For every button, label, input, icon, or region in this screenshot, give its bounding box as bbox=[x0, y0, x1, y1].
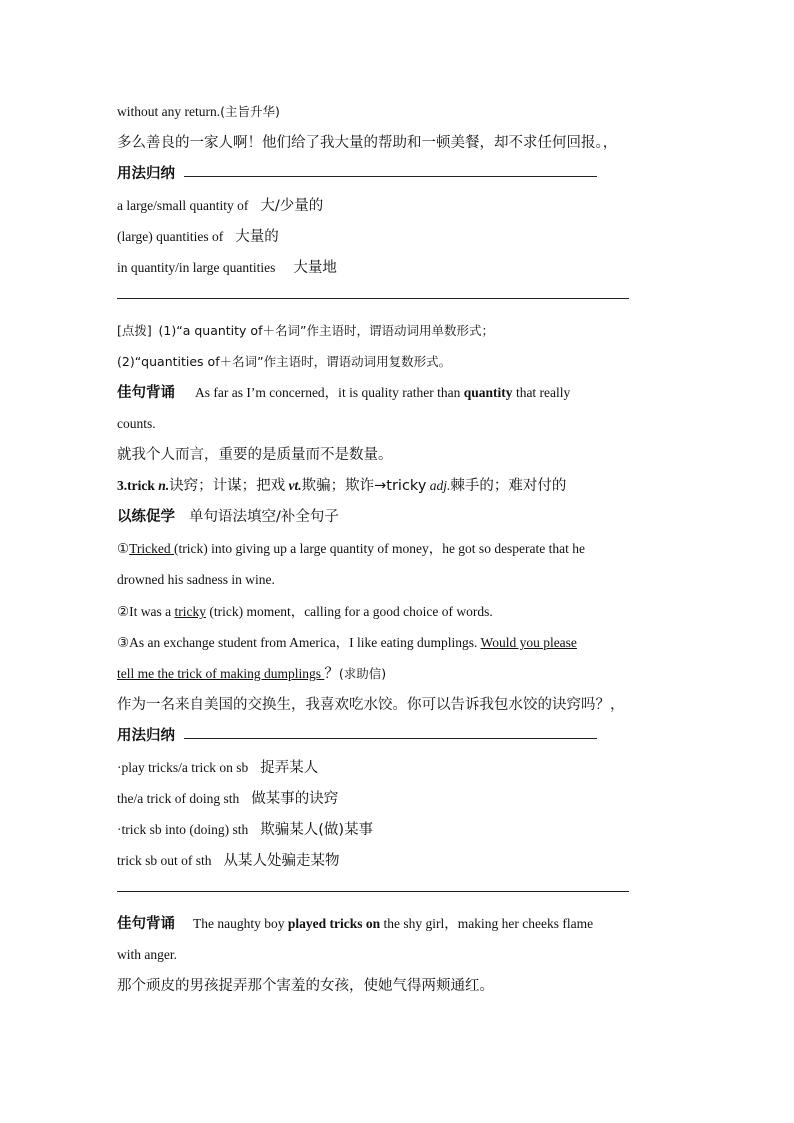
exercise-text: (trick) into giving up a large quantity of money，he got so desperate that he bbox=[174, 541, 586, 556]
english-text: without any return. bbox=[117, 104, 221, 119]
section-heading: 佳句背诵 bbox=[117, 916, 175, 932]
english-text: with anger. bbox=[117, 947, 177, 962]
usage-item bbox=[117, 259, 337, 277]
usage-phrase: the/a trick of doing sth bbox=[117, 791, 240, 806]
section-heading: 佳句背诵 bbox=[117, 385, 175, 401]
practice-heading-line bbox=[117, 508, 339, 526]
chinese-translation: 作为一名来自美国的交换生，我喜欢吃水饺。你可以告诉我包水饺的诀窍吗？， bbox=[117, 697, 625, 713]
note-label: (主旨升华) bbox=[220, 104, 280, 119]
tip-tag: [点拨] bbox=[117, 323, 152, 338]
usage-phrase: trick sb out of sth bbox=[117, 853, 212, 868]
part-of-speech: adj. bbox=[429, 478, 451, 493]
usage-heading: 用法归纳 bbox=[117, 166, 175, 182]
usage-item bbox=[117, 759, 318, 777]
exercise-item bbox=[117, 603, 493, 621]
usage-meaning: 从某人处骗走某物 bbox=[223, 853, 340, 869]
part-of-speech: n. bbox=[158, 478, 170, 493]
text-line bbox=[117, 915, 593, 933]
usage-meaning: 大量地 bbox=[293, 260, 337, 276]
section-rule bbox=[117, 298, 629, 299]
exercise-item bbox=[117, 540, 585, 558]
exercise-item bbox=[117, 665, 386, 683]
section-rule bbox=[117, 891, 629, 892]
exercise-text: ③As an exchange student from America，I like eating dumplings. bbox=[117, 635, 481, 650]
heading-rule bbox=[184, 738, 597, 739]
text-line bbox=[117, 103, 280, 121]
usage-meaning: 大/少量的 bbox=[260, 198, 324, 214]
usage-meaning: 捉弄某人 bbox=[260, 760, 319, 776]
punctuation: ？ bbox=[324, 666, 339, 682]
answer-blank: tell me the trick of making dumplings bbox=[117, 666, 325, 681]
entry-number: 3. bbox=[117, 478, 128, 493]
item-number: ① bbox=[117, 541, 130, 556]
note-label: (求助信) bbox=[338, 666, 387, 681]
bold-term: played tricks on bbox=[287, 916, 381, 931]
meaning: 诀窍；计谋；把戏 bbox=[169, 478, 286, 494]
part-of-speech: vt. bbox=[288, 478, 302, 493]
usage-phrase: (large) quantities of bbox=[117, 229, 224, 244]
usage-phrase: a large/small quantity of bbox=[117, 198, 249, 213]
english-text: that really bbox=[515, 385, 571, 400]
section-heading: 以练促学 bbox=[117, 509, 175, 525]
exercise-text: ②It was a bbox=[117, 604, 175, 619]
heading-rule bbox=[184, 176, 597, 177]
chinese-translation: 那个顽皮的男孩捉弄那个害羞的女孩，使她气得两颊通红。 bbox=[117, 978, 494, 994]
usage-meaning: 做某事的诀窍 bbox=[251, 791, 339, 807]
exercise-item bbox=[117, 634, 577, 652]
vocab-entry bbox=[117, 477, 566, 495]
practice-subtitle: 单句语法填空/补全句子 bbox=[189, 509, 339, 525]
english-text: the shy girl，making her cheeks flame bbox=[380, 916, 594, 931]
usage-phrase: in quantity/in large quantities bbox=[117, 260, 276, 275]
tip-text: (2)“quantities of＋名词”作主语时，谓语动词用复数形式。 bbox=[117, 354, 452, 369]
usage-phrase: ·play tricks/a trick on sb bbox=[117, 760, 249, 775]
answer-blank: tricky bbox=[174, 604, 206, 619]
tip-text: (1)“a quantity of＋名词”作主语时，谓语动词用单数形式； bbox=[158, 323, 494, 338]
usage-meaning: 欺骗某人(做)某事 bbox=[260, 822, 374, 838]
usage-heading: 用法归纳 bbox=[117, 728, 175, 744]
answer-blank: Tricked bbox=[129, 541, 174, 556]
usage-item bbox=[117, 790, 338, 808]
usage-item bbox=[117, 197, 323, 215]
english-text: As far as I’m concerned，it is quality rather than bbox=[195, 385, 461, 400]
exercise-text: drowned his sadness in wine. bbox=[117, 572, 275, 587]
usage-meaning: 大量的 bbox=[235, 229, 279, 245]
meaning: 棘手的；难对付的 bbox=[450, 478, 567, 494]
exercise-text: (trick) moment，calling for a good choice of words. bbox=[205, 604, 493, 619]
usage-item bbox=[117, 821, 373, 839]
text-line bbox=[117, 384, 570, 402]
headword: trick bbox=[127, 478, 155, 493]
english-text: counts. bbox=[117, 416, 156, 431]
bold-term: quantity bbox=[463, 385, 513, 400]
usage-item bbox=[117, 228, 279, 246]
meaning: 欺骗；欺诈→tricky bbox=[301, 478, 427, 494]
english-text: The naughty boy bbox=[193, 916, 288, 931]
answer-blank: Would you please bbox=[480, 635, 577, 650]
usage-phrase: ·trick sb into (doing) sth bbox=[117, 822, 249, 837]
tip-line bbox=[117, 322, 494, 340]
chinese-translation: 多么善良的一家人啊！他们给了我大量的帮助和一顿美餐，却不求任何回报。， bbox=[117, 135, 618, 151]
usage-item bbox=[117, 852, 340, 870]
chinese-translation: 就我个人而言，重要的是质量而不是数量。 bbox=[117, 447, 393, 463]
